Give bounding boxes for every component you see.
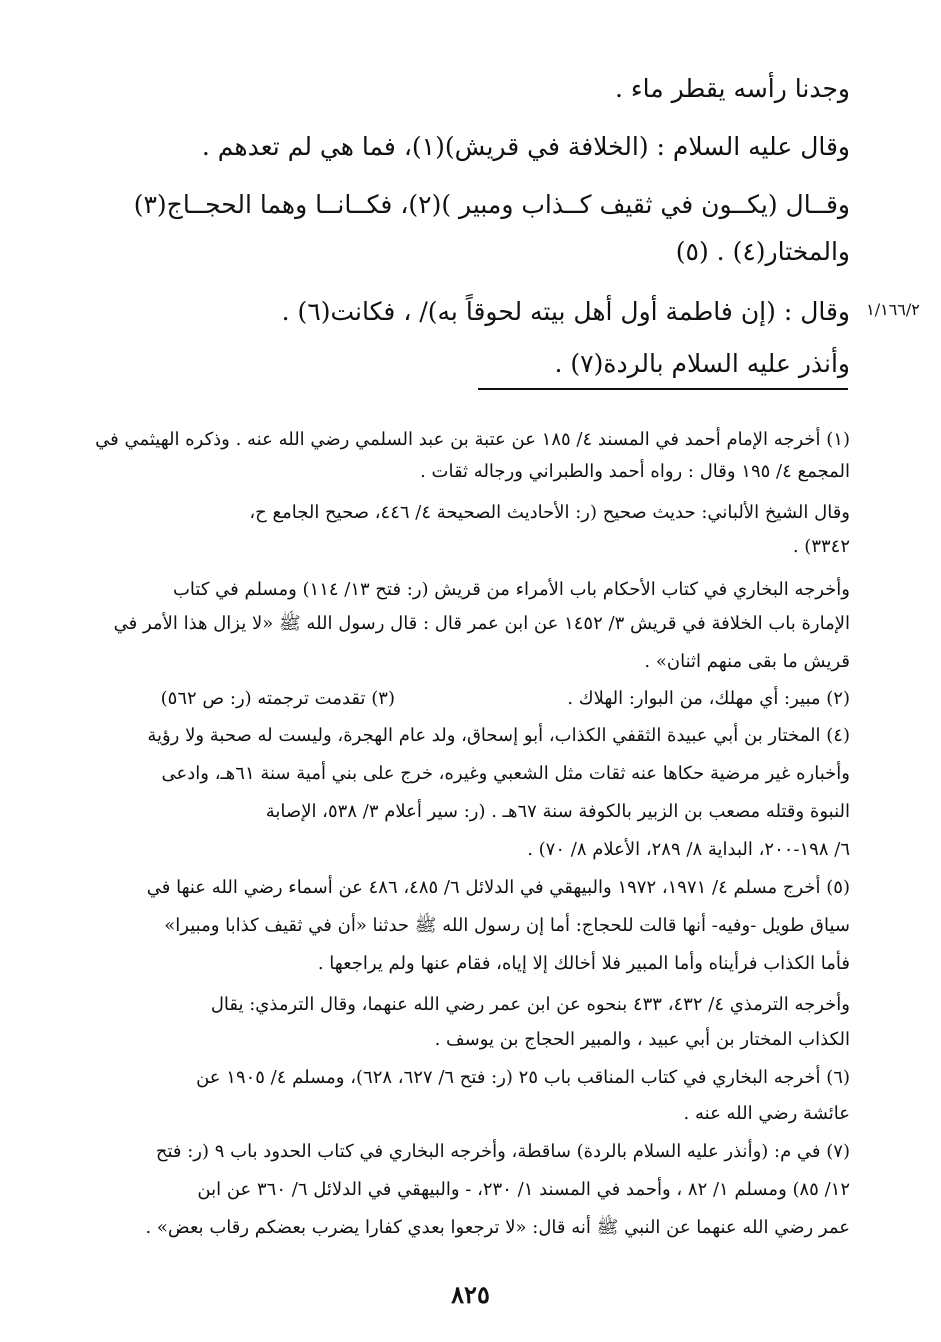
main-text-line-6: وأنذر عليه السلام بالردة(٧) . [554, 349, 850, 378]
footnote-1-line-5: وأخرجه البخاري في كتاب الأحكام باب الأمراء من قريش (ر: فتح ١٣/ ١١٤) ومسلم في كتاب [172, 579, 850, 600]
main-text-line-3: وقــال (يكــون في ثقيف كــذاب ومبير )(٢)، فكــانــا وهما الحجــاج(٣) [133, 190, 850, 219]
footnote-5-line-4: وأخرجه الترمذي ٤/ ٤٣٢، ٤٣٣ بنحوه عن ابن عمر رضي الله عنهما، وقال الترمذي: يقال [210, 994, 850, 1015]
footnote-7-line-2: ١٢/ ٨٥) ومسلم ١/ ٨٢ ، وأحمد في المسند ١/ ٢٣٠، - والبيهقي في الدلائل ٦/ ٣٦٠ عن ابن [197, 1179, 850, 1200]
footnote-1-line-4: ٣٣٤٢) . [792, 536, 850, 557]
footnote-5-line-1: (٥) أخرج مسلم ٤/ ١٩٧١، ١٩٧٢ والبيهقي في الدلائل ٦/ ٤٨٥، ٤٨٦ عن أسماء رضي الله عنها في [146, 877, 850, 898]
footnote-4-line-3: النبوة وقتله مصعب بن الزبير بالكوفة سنة ٦٧هـ . (ر: سير أعلام ٣/ ٥٣٨، الإصابة [265, 801, 850, 822]
footnote-1-line-3: وقال الشيخ الألباني: حديث صحيح (ر: الأحاديث الصحيحة ٤/ ٤٤٦، صحيح الجامع ح، [249, 502, 850, 523]
main-text-line-5: وقال : (إن فاطمة أول أهل بيته لحوقاً به)/ ، فكانت(٦) . [281, 297, 850, 326]
footnote-4-line-2: وأخباره غير مرضية حكاها عنه ثقات مثل الشعبي وغيره، خرج على بني أمية سنة ٦١هـ، وادعى [161, 763, 850, 784]
footnote-1-line-1: (١) أخرجه الإمام أحمد في المسند ٤/ ١٨٥ عن عتبة بن عبد السلمي رضي الله عنه . وذكره الهيثمي في [95, 429, 850, 450]
footnote-5-line-2: سياق طويل -وفيه- أنها قالت للحجاج: أما إن رسول الله ﷺ حدثنا «أن في ثقيف كذابا ومبيرا» [164, 915, 850, 936]
footnote-7-line-3: عمر رضي الله عنهما عن النبي ﷺ أنه قال: «لا ترجعوا بعدي كفارا يضرب بعضكم رقاب بعض» . [145, 1217, 850, 1238]
footnote-1-line-7: قريش ما بقى منهم اثنان» . [644, 651, 850, 672]
footnote-6-line-1: (٦) أخرجه البخاري في كتاب المناقب باب ٢٥ (ر: فتح ٦/ ٦٢٧، ٦٢٨)، ومسلم ٤/ ١٩٠٥ عن [196, 1067, 850, 1088]
footnote-5-line-5: الكذاب المختار بن أبي عبيد ، والمبير الحجاج بن يوسف . [434, 1029, 850, 1050]
footnote-1-line-2: المجمع ٤/ ١٩٥ وقال : رواه أحمد والطبراني ورجاله ثقات . [420, 461, 850, 482]
main-text-line-1: وجدنا رأسه يقطر ماء . [615, 74, 850, 103]
footnote-1-line-6: الإمارة باب الخلافة في قريش ٣/ ١٤٥٢ عن ابن عمر قال : قال رسول الله ﷺ «لا يزال هذا الأمر في [113, 613, 850, 634]
footnote-3: (٣) تقدمت ترجمته (ر: ص ٥٦٢) [160, 688, 395, 709]
footnote-7-line-1: (٧) في م: (وأنذر عليه السلام بالردة) ساقطة، وأخرجه البخاري في كتاب الحدود باب ٩ (ر: فتح [155, 1141, 850, 1162]
main-text-line-2: وقال عليه السلام : (الخلافة في قريش)(١)، فما هي لم تعدهم . [201, 132, 850, 161]
margin-folio-note: ١/١٦٦/٢ [866, 300, 920, 319]
page-number: ٨٢٥ [451, 1280, 490, 1309]
footnote-2: (٢) مبير: أي مهلك، من البوار: الهلاك . [567, 688, 850, 709]
footnote-4-line-1: (٤) المختار بن أبي عبيدة الثقفي الكذاب، أبو إسحاق، ولد عام الهجرة، وليست له صحبة ولا رؤية [147, 725, 850, 746]
footnote-divider [478, 388, 848, 390]
footnote-5-line-3: فأما الكذاب فرأيناه وأما المبير فلا أخالك إلا إياه، فقام عنها ولم يراجعها . [317, 953, 850, 974]
footnote-6-line-2: عائشة رضي الله عنه . [683, 1103, 850, 1124]
footnote-4-line-4: ٦/ ١٩٨-٢٠٠، البداية ٨/ ٢٨٩، الأعلام ٨/ ٧٠) . [527, 839, 850, 860]
main-text-line-4: والمختار(٤) . (٥) [675, 237, 850, 266]
